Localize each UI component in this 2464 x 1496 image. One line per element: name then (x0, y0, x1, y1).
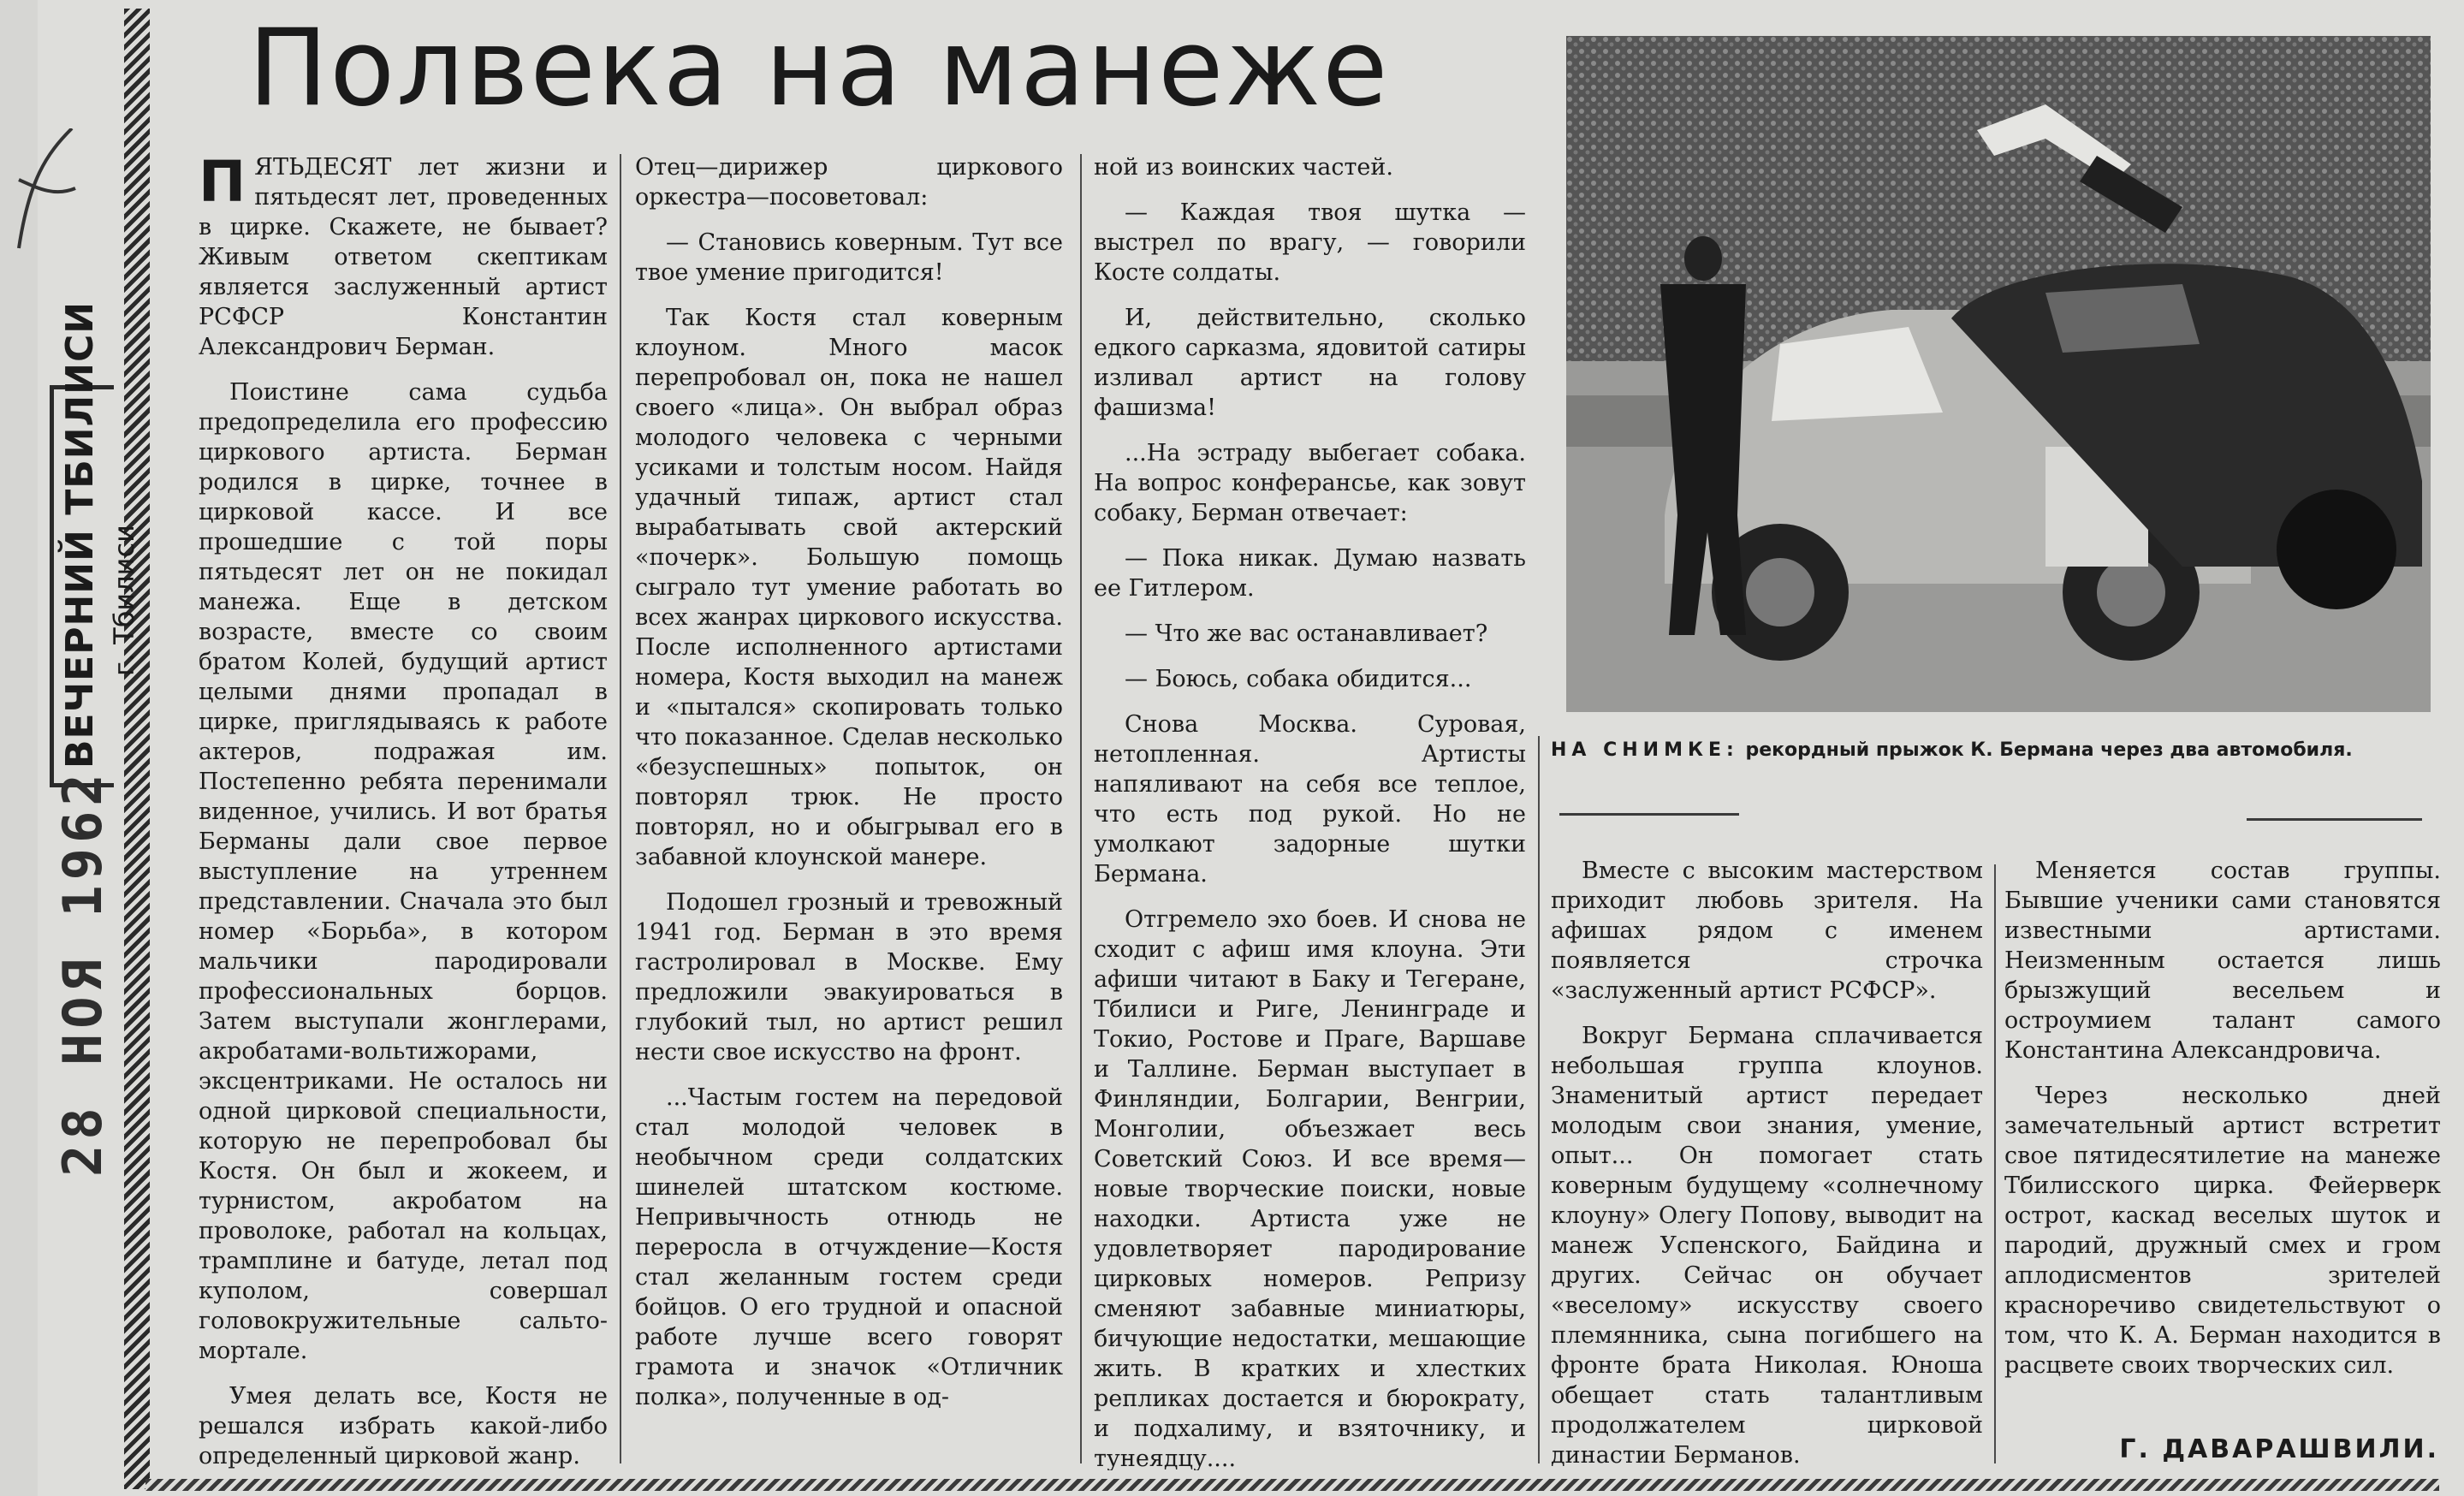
paragraph: Через несколько дней замечательный артист встретит свое пятидесятилетие на манеже Тбилисского цирка. Фейерверк острот, каскад веселых шуток и пародий, дружный смех и гром аплодисментов зрителей красноречиво свидетельствуют о том, что К. А. Берман находится в расцвете своих творческих сил. (2004, 1083, 2441, 1379)
paragraph: И, действительно, сколько едкого сарказма, ядовитой сатиры изливал артист на голову фашизма! (1094, 305, 1526, 421)
article-column-2 (635, 152, 1063, 1470)
article-photo (1566, 36, 2431, 712)
column-rule (1080, 154, 1082, 1463)
publication-stamp (50, 300, 140, 779)
paragraph: ной из воинских частей. (1094, 154, 1393, 181)
paragraph: Меняется состав группы. Бывшие ученики сами становятся известными артистами. Неизменным остается лишь брызжущий весельем и остроумием талант самого Константина Александровича. (2004, 858, 2441, 1064)
article-title: Полвека на манеже (248, 7, 1390, 130)
column-rule (1994, 864, 1996, 1463)
bottom-border-hatching (145, 1479, 2439, 1491)
pen-mark (12, 128, 80, 257)
paragraph: Поистине сама судьба предопределила его профессию циркового артиста. Берман родился в цирке, точнее в цирковой кассе. И все прошедшие с той поры пятьдесят лет он не покидал манежа. Еще в детском возрасте, вместе со своим братом Колей, будущий артист целыми днями пропадал в цирке, приглядываясь к работе актеров, подражая им. Постепенно ребята перенимали виденное, учились. И вот братья Берманы дали свое первое выступление на утреннем представлении. Сначала это был номер «Борьба», в котором мальчики пародировали профессиональных борцов. Затем выступали жонглерами, акробатами-вольтижорами, эксцентриками. Не осталось ни одной цирковой специальности, которую не перепробовал бы Костя. Он был и жокеем, и турнистом, акробатом на проволоке, работал на кольцах, трамплине и батуде, летал под куполом, совершал головокружительные сальто-мортале. (199, 379, 608, 1364)
paragraph: ...На эстраду выбегает собака. На вопрос конферансье, как зовут собаку, Берман отвечает: (1094, 440, 1526, 526)
date-stamp: 28 НОЯ 1962 (51, 769, 114, 1177)
column-rule (620, 154, 621, 1463)
caption-rule (2247, 818, 2422, 821)
stamp-city: г. Тбилиси (108, 525, 140, 676)
paragraph: Отгремело эхо боев. И снова не сходит с афиш имя клоуна. Эти афиши читают в Баку и Тегеране, Тбилиси и Риге, Ленинграде и Токио, Ростове и Праге, Варшаве и Таллине. Берман выступает в Финляндии, Болгарии, Венгрии, Монголии, объезжает весь Советский Союз. И все время—новые творческие поиски, новые находки. Артиста уже не удовлетворяет пародирование цирковых номеров. Репризу сменяют забавные миниатюры, бичующие недостатки, мешающие жить. В кратких и хлестких репликах достается и бюрократу, и подхалиму, и взяточнику, и тунеядцу.... (1094, 906, 1526, 1470)
author-signature: Г. ДАВАРАШВИЛИ. (2119, 1434, 2439, 1464)
paragraph: — Пока никак. Думаю назвать ее Гитлером. (1094, 545, 1526, 602)
caption-rule (1559, 813, 1739, 816)
article-column-1 (199, 152, 608, 1470)
paragraph: Так Костя стал коверным клоуном. Много масок перепробовал он, пока не нашел своего «лица». Он выбрал образ молодого человека с черными усиками и толстым носом. Найдя удачный типаж, артист стал вырабатывать свой актерский «почерк». Большую помощь сыграло тут умение работать во всех жанрах циркового искусства. После исполненного артистами номера, Костя выходил на манеж и «пытался» скопировать только что показанное. Сделав несколько «безуспешных» попыток, он повторял трюк. Не просто повторял, но и обыгрывал его в забавной клоунской манере. (635, 305, 1063, 870)
column-rule (1538, 736, 1540, 1463)
paragraph: Подошел грозный и тревожный 1941 год. Берман в это время гастролировал в Москве. Ему предложили эвакуироваться в глубокий тыл, но артист решил нести свое искусство на фронт. (635, 889, 1063, 1066)
paragraph: ...Частым гостем на передовой стал молодой человек в необычном среди солдатских шинелей штатском костюме. Непривычность отнюдь не переросла в отчуждение—Костя стал желанным гостем среди бойцов. О его трудной и опасной работе лучше всего говорят грамота и значок «Отличник полка», полученные в од- (635, 1084, 1063, 1410)
paragraph: Вместе с высоким мастерством приходит любовь зрителя. На афишах рядом с именем появляется строчка «заслуженный артист РСФСР». (1551, 858, 1983, 1004)
photo-caption (1551, 738, 2424, 763)
left-border-hatching (124, 9, 150, 1489)
paragraph: Вокруг Бермана сплачивается небольшая группа клоунов. Знаменитый артист передает молодым свои знания, умение, опыт... Он помогает стать коверным будущему «солнечному клоуну» Олегу Попову, выводит на манеж Успенского, Байдина и других. Сейчас он обучает «веселому» искусству своего племянника, сына погибшего на фронте брата Николая. Юноша обещает стать талантливым продолжателем цирковой династии Берманов. (1551, 1023, 1983, 1469)
article-column-3 (1094, 152, 1526, 1470)
paragraph: Отец—дирижер циркового оркестра—посоветовал: (635, 154, 1063, 211)
stamp-newspaper-name: ВЕЧЕРНИЙ ТБИЛИСИ (58, 300, 102, 769)
paragraph: ПЯТЬДЕСЯТ лет жизни и пятьдесят лет, проведенных в цирке. Скажете, не бывает? Живым ответом скептикам является заслуженный артист РСФСР Константин Александрович Берман. (199, 152, 608, 360)
paragraph: — Каждая твоя шутка — выстрел по врагу, — говорили Косте солдаты. (1094, 199, 1526, 286)
paragraph: Снова Москва. Суровая, нетопленная. Артисты напяливают на себя все теплое, что есть под рукой. Но не умолкают задорные шутки Бермана. (1094, 711, 1526, 888)
paragraph: — Становись коверным. Тут все твое умение пригодится! (635, 229, 1063, 286)
paragraph: — Боюсь, собака обидится... (1125, 666, 1472, 692)
paragraph: Умея делать все, Костя не решался избрать какой-либо определенный цирковой жанр. (199, 1383, 608, 1469)
caption-lead: НА СНИМКЕ: (1551, 739, 1739, 761)
drop-cap: П (199, 152, 246, 215)
caption-text: рекордный прыжок К. Бермана через два автомобиля. (1745, 739, 2353, 761)
paragraph: — Что же вас останавливает? (1125, 620, 1488, 647)
article-column-5 (2004, 856, 2441, 1472)
article-column-4 (1551, 856, 1983, 1472)
